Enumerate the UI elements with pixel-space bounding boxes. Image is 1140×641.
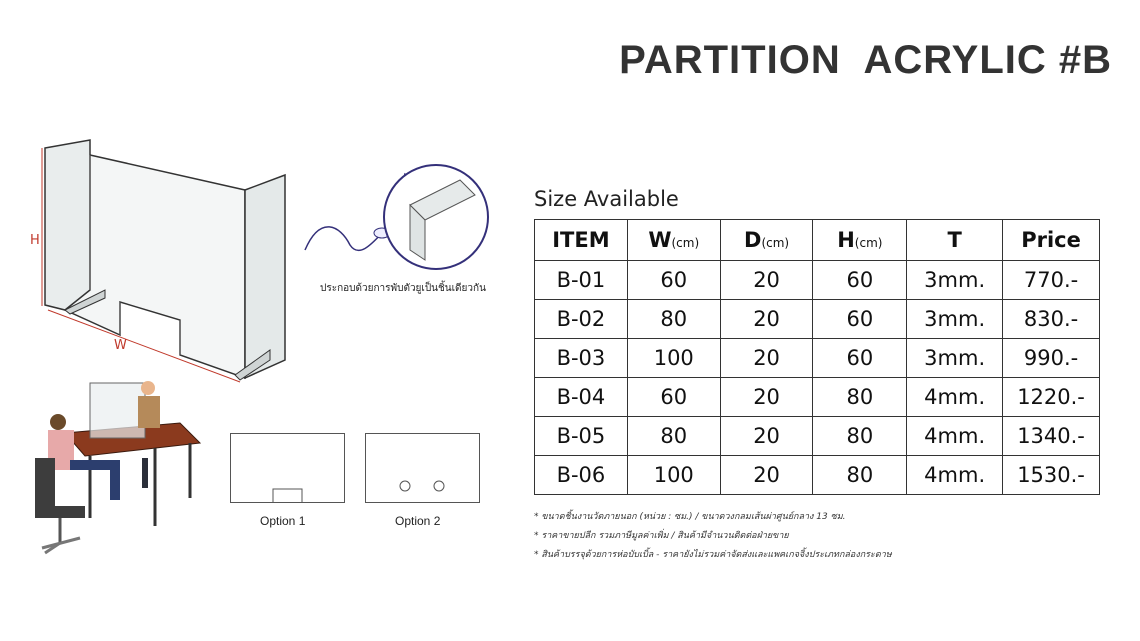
- table-row: [535, 261, 1100, 300]
- cell-depth: 20: [720, 417, 813, 456]
- note-line: * ขนาดชิ้นงานวัดภายนอก (หน่วย : ซม.) / ขนาดวงกลมเส้นผ่าศูนย์กลาง 13 ซม.: [534, 512, 846, 522]
- header-thickness: T: [907, 220, 1003, 261]
- cell-height: 60: [813, 339, 907, 378]
- size-table: [534, 219, 1100, 495]
- table-row: [535, 339, 1100, 378]
- cell-item: B-06: [535, 456, 628, 495]
- option-2-holes: [366, 434, 479, 502]
- option-1-diagram: [230, 433, 345, 503]
- header-width: W(cm): [627, 220, 720, 261]
- option-2-diagram: [365, 433, 480, 503]
- cell-price: 1340.-: [1003, 417, 1100, 456]
- header-price: Price: [1003, 220, 1100, 261]
- cell-width: 100: [627, 456, 720, 495]
- cell-thickness: 3mm.: [907, 339, 1003, 378]
- cell-price: 1220.-: [1003, 378, 1100, 417]
- size-available-heading: Size Available: [534, 187, 679, 211]
- cell-price: 770.-: [1003, 261, 1100, 300]
- note-line: * สินค้าบรรจุด้วยการห่อบับเบิ้ล - ราคายังไม่รวมค่าจัดส่งและแพคเกจจิ้งประเภทกล่องกระดาษ: [534, 550, 892, 560]
- fold-detail-illustration: [300, 155, 500, 285]
- cell-depth: 20: [720, 300, 813, 339]
- table-row: [535, 378, 1100, 417]
- width-label: W: [114, 338, 127, 353]
- header-depth: D(cm): [720, 220, 813, 261]
- height-label: H: [30, 233, 40, 248]
- option-1-label: Option 1: [260, 514, 306, 528]
- cell-item: B-05: [535, 417, 628, 456]
- cell-item: B-01: [535, 261, 628, 300]
- cell-depth: 20: [720, 378, 813, 417]
- cell-depth: 20: [720, 456, 813, 495]
- cell-thickness: 4mm.: [907, 378, 1003, 417]
- table-row: [535, 300, 1100, 339]
- header-item: ITEM: [535, 220, 628, 261]
- cell-width: 60: [627, 261, 720, 300]
- office-scene-illustration: [30, 378, 200, 558]
- cell-height: 60: [813, 261, 907, 300]
- cell-item: B-02: [535, 300, 628, 339]
- cell-width: 60: [627, 378, 720, 417]
- cell-thickness: 4mm.: [907, 456, 1003, 495]
- table-row: [535, 417, 1100, 456]
- note-line: * ราคาขายปลีก รวมภาษีมูลค่าเพิ่ม / สินค้ามีจำนวนติดต่อฝ่ายขาย: [534, 531, 789, 541]
- cell-price: 990.-: [1003, 339, 1100, 378]
- table-header-row: [535, 220, 1100, 261]
- cell-width: 80: [627, 300, 720, 339]
- cell-item: B-04: [535, 378, 628, 417]
- option-1-cutout: [231, 434, 344, 502]
- cell-height: 80: [813, 417, 907, 456]
- cell-width: 80: [627, 417, 720, 456]
- option-2-label: Option 2: [395, 514, 441, 528]
- cell-width: 100: [627, 339, 720, 378]
- cell-height: 60: [813, 300, 907, 339]
- cell-price: 1530.-: [1003, 456, 1100, 495]
- cell-height: 80: [813, 456, 907, 495]
- notes: [534, 508, 892, 565]
- table-row: [535, 456, 1100, 495]
- header-height: H(cm): [813, 220, 907, 261]
- assembly-caption: ประกอบด้วยการพับตัวยูเป็นชิ้นเดียวกัน: [320, 283, 486, 294]
- cell-thickness: 4mm.: [907, 417, 1003, 456]
- cell-depth: 20: [720, 339, 813, 378]
- cell-depth: 20: [720, 261, 813, 300]
- cell-thickness: 3mm.: [907, 261, 1003, 300]
- cell-item: B-03: [535, 339, 628, 378]
- cell-price: 830.-: [1003, 300, 1100, 339]
- page-title: PARTITION ACRYLIC #B: [619, 38, 1112, 82]
- partition-illustration: [30, 130, 330, 390]
- cell-thickness: 3mm.: [907, 300, 1003, 339]
- cell-height: 80: [813, 378, 907, 417]
